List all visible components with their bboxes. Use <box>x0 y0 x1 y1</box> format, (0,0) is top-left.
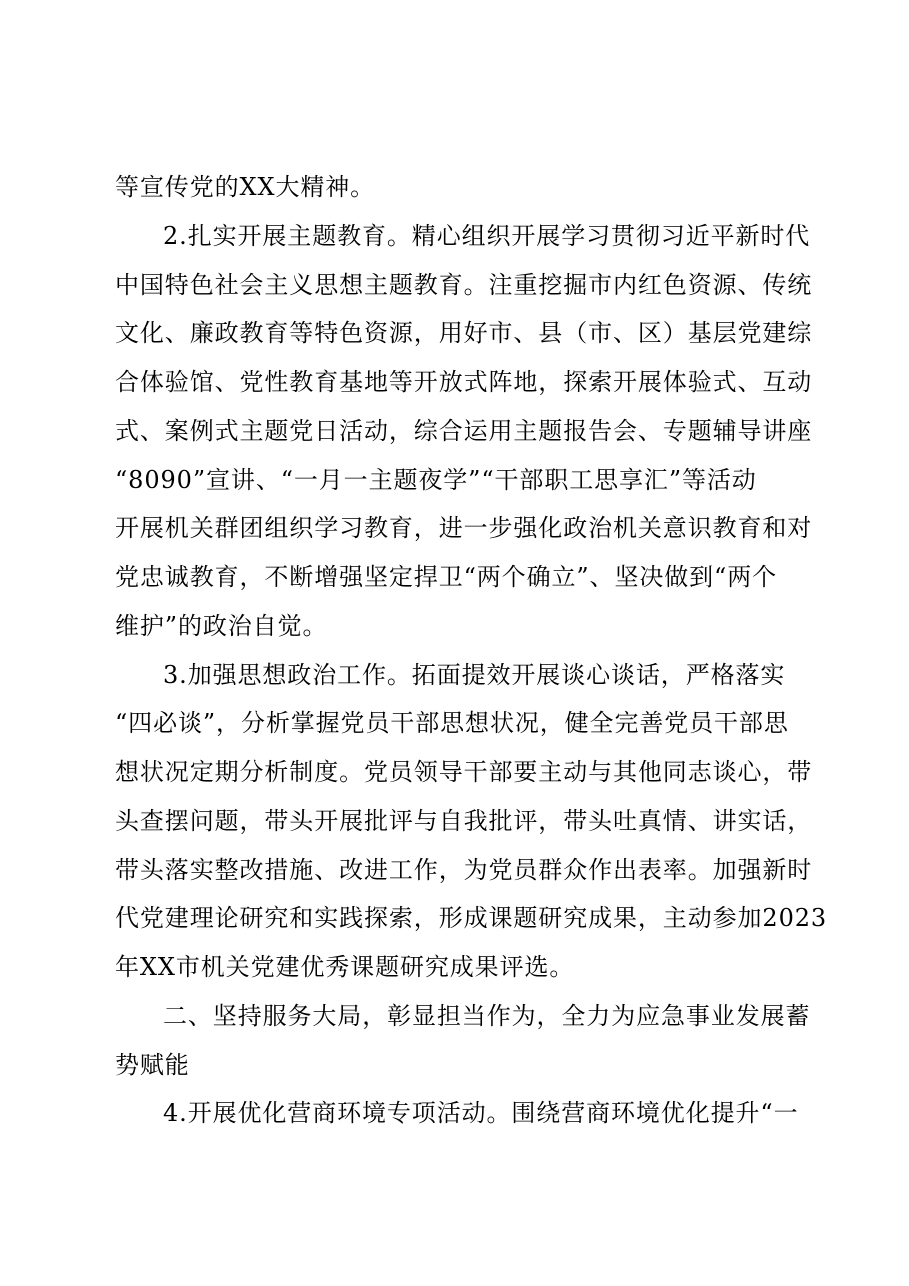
section-heading-continued: 势赋能 <box>115 1051 190 1079</box>
text-line: “8090”宣讲、“一月一主题夜学”“干部职工思享汇”等活动 <box>115 466 757 494</box>
text-line: 维护”的政治自觉。 <box>115 612 328 640</box>
text-line: 带头落实整改措施、改进工作，为党员群众作出表率。加强新时 <box>115 856 813 884</box>
text-line: 代党建理论研究和实践探索，形成课题研究成果，主动参加2023 <box>115 904 828 932</box>
text-line: 中国特色社会主义思想主题教育。注重挖掘市内红色资源、传统 <box>115 271 813 299</box>
section-heading: 二、坚持服务大局，彰显担当作为，全力为应急事业发展蓄 <box>163 1002 811 1030</box>
text-line: 式、案例式主题党日活动，综合运用主题报告会、专题辅导讲座 <box>115 417 813 445</box>
paragraph-3-heading: 3.加强思想政治工作。拓面提效开展谈心谈话，严格落实 <box>163 661 786 689</box>
paragraph-4-heading: 4.开展优化营商环境专项活动。围绕营商环境优化提升“一 <box>163 1099 799 1127</box>
text-line: 合体验馆、党性教育基地等开放式阵地，探索开展体验式、互动 <box>115 368 813 396</box>
text-line: 文化、廉政教育等特色资源，用好市、县（市、区）基层党建综 <box>115 319 813 347</box>
text-line: 等宣传党的XX大精神。 <box>115 173 376 201</box>
text-line: “四必谈”，分析掌握党员干部思想状况，健全完善党员干部思 <box>115 709 789 737</box>
text-line: 开展机关群团组织学习教育，进一步强化政治机关意识教育和对 <box>115 514 813 542</box>
text-line: 党忠诚教育，不断增强坚定捍卫“两个确立”、坚决做到“两个 <box>115 563 778 591</box>
text-line: 想状况定期分析制度。党员领导干部要主动与其他同志谈心，带 <box>115 758 813 786</box>
text-line: 年XX市机关党建优秀课题研究成果评选。 <box>115 953 575 981</box>
text-line: 头查摆问题，带头开展批评与自我批评，带头吐真情、讲实话， <box>115 807 813 835</box>
paragraph-2-heading: 2.扎实开展主题教育。精心组织开展学习贯彻习近平新时代 <box>163 222 811 250</box>
